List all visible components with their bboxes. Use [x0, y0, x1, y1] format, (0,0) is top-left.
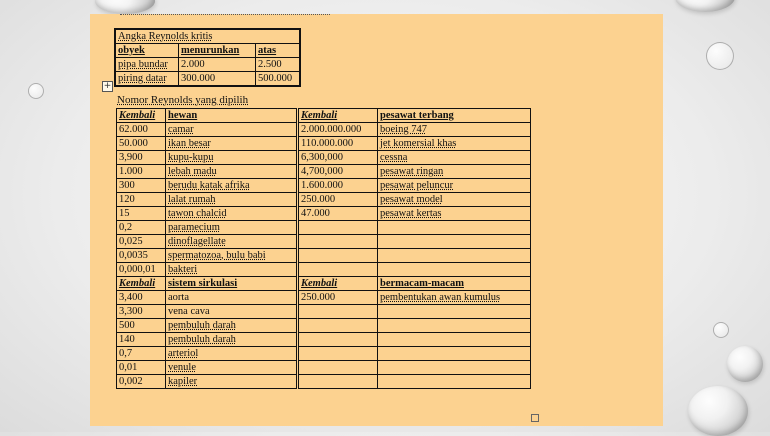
move-handle-icon[interactable]: + — [103, 81, 112, 91]
table-cell: 2.500 — [256, 58, 301, 72]
selected-numbers-title: Nomor Reynolds yang dipilih — [117, 94, 249, 106]
table-cell: 0,0035 — [117, 249, 166, 263]
table-row — [117, 277, 531, 291]
table-cell — [298, 221, 378, 235]
table-cell — [298, 305, 378, 319]
table-cell: 0,01 — [117, 361, 166, 375]
table-cell — [378, 263, 531, 277]
table-cell: 62.000 — [117, 123, 166, 137]
bubble-decoration — [727, 346, 763, 382]
document-page — [90, 14, 663, 426]
table-cell — [298, 333, 378, 347]
table-cell: 0,000,01 — [117, 263, 166, 277]
table-cell: ikan besar — [166, 137, 298, 151]
table-cell: 250.000 — [298, 193, 378, 207]
critical-table-title: Angka Reynolds kritis — [118, 31, 213, 42]
table-cell — [378, 333, 531, 347]
table-row — [115, 58, 300, 72]
table-row — [117, 193, 531, 207]
table-row — [117, 151, 531, 165]
table-cell: 0,7 — [117, 347, 166, 361]
table-cell: venule — [166, 361, 298, 375]
table-cell: 47.000 — [298, 207, 378, 221]
table-row — [117, 207, 531, 221]
table-cell: 4,700,000 — [298, 165, 378, 179]
table-cell: piring datar — [115, 72, 179, 87]
table-cell — [378, 375, 531, 389]
column-header: hewan — [166, 109, 298, 123]
table-cell: 3,900 — [117, 151, 166, 165]
table-cell: vena cava — [166, 305, 298, 319]
column-header: pesawat terbang — [378, 109, 531, 123]
table-row — [117, 235, 531, 249]
table-cell: 110.000.000 — [298, 137, 378, 151]
table-row — [117, 137, 531, 151]
critical-reynolds-table — [114, 28, 301, 87]
table-cell: 2.000.000.000 — [298, 123, 378, 137]
table-cell: 250.000 — [298, 291, 378, 305]
table-cell: 0,2 — [117, 221, 166, 235]
table-cell — [378, 249, 531, 263]
table-cell — [298, 235, 378, 249]
bubble-decoration — [675, 0, 735, 12]
column-header: menurunkan — [179, 44, 256, 58]
table-cell: pesawat model — [378, 193, 531, 207]
table-cell: 3,400 — [117, 291, 166, 305]
table-cell — [298, 347, 378, 361]
cut-off-text-line — [120, 14, 330, 18]
table-cell: 0,025 — [117, 235, 166, 249]
column-header: bermacam-macam — [378, 277, 531, 291]
table-cell — [378, 361, 531, 375]
table-cell — [298, 263, 378, 277]
table-row — [117, 375, 531, 389]
table-cell: kupu-kupu — [166, 151, 298, 165]
resize-handle-icon[interactable] — [531, 414, 539, 422]
table-cell: pembuluh darah — [166, 333, 298, 347]
table-cell — [378, 305, 531, 319]
table-row — [117, 109, 531, 123]
reynolds-numbers-table — [116, 108, 531, 389]
table-cell: 120 — [117, 193, 166, 207]
bubble-decoration — [688, 386, 748, 436]
table-cell — [298, 249, 378, 263]
table-cell: kapiler — [166, 375, 298, 389]
table-cell — [378, 347, 531, 361]
table-row — [117, 249, 531, 263]
table-cell: 300.000 — [179, 72, 256, 87]
table-cell: pembuluh darah — [166, 319, 298, 333]
table-cell: bakteri — [166, 263, 298, 277]
table-cell — [298, 361, 378, 375]
table-row — [117, 263, 531, 277]
table-cell: cessna — [378, 151, 531, 165]
bubble-decoration — [706, 42, 734, 70]
table-cell: 300 — [117, 179, 166, 193]
table-cell: 140 — [117, 333, 166, 347]
column-header: atas — [256, 44, 301, 58]
column-header: obyek — [115, 44, 179, 58]
table-cell: berudu katak afrika — [166, 179, 298, 193]
table-row — [117, 123, 531, 137]
table-cell — [378, 319, 531, 333]
table-cell: pesawat kertas — [378, 207, 531, 221]
table-cell: 500 — [117, 319, 166, 333]
table-cell: 3,300 — [117, 305, 166, 319]
table-cell — [298, 319, 378, 333]
bubble-decoration — [28, 83, 44, 99]
table-cell — [378, 221, 531, 235]
column-header: Kembali — [298, 109, 378, 123]
table-cell: 500.000 — [256, 72, 301, 87]
table-cell: dinoflagellate — [166, 235, 298, 249]
table-cell: lalat rumah — [166, 193, 298, 207]
table-cell: camar — [166, 123, 298, 137]
table-row — [117, 179, 531, 193]
table-cell: pembentukan awan kumulus — [378, 291, 531, 305]
table-cell: paramecium — [166, 221, 298, 235]
table-row — [115, 72, 300, 87]
table-cell: 1.600.000 — [298, 179, 378, 193]
table-row — [117, 165, 531, 179]
column-header: Kembali — [117, 109, 166, 123]
table-cell — [378, 235, 531, 249]
table-cell: pipa bundar — [115, 58, 179, 72]
table-cell: 2.000 — [179, 58, 256, 72]
table-row — [117, 347, 531, 361]
table-cell: arteriol — [166, 347, 298, 361]
table-cell — [298, 375, 378, 389]
table-cell: lebah madu — [166, 165, 298, 179]
table-cell: 1.000 — [117, 165, 166, 179]
table-row — [117, 361, 531, 375]
table-row — [117, 319, 531, 333]
table-row — [117, 221, 531, 235]
table-cell: aorta — [166, 291, 298, 305]
table-cell: 6,300,000 — [298, 151, 378, 165]
table-cell: 0,002 — [117, 375, 166, 389]
column-header: sistem sirkulasi — [166, 277, 298, 291]
bubble-decoration — [95, 0, 155, 14]
table-row — [117, 305, 531, 319]
table-cell: pesawat ringan — [378, 165, 531, 179]
table-row — [117, 291, 531, 305]
table-cell: 50.000 — [117, 137, 166, 151]
column-header: Kembali — [117, 277, 166, 291]
table-row — [117, 333, 531, 347]
column-header: Kembali — [298, 277, 378, 291]
table-cell: spermatozoa, bulu babi — [166, 249, 298, 263]
table-cell: 15 — [117, 207, 166, 221]
table-cell: tawon chalcid — [166, 207, 298, 221]
table-cell: jet komersial khas — [378, 137, 531, 151]
table-cell: boeing 747 — [378, 123, 531, 137]
table-cell: pesawat peluncur — [378, 179, 531, 193]
bubble-decoration — [713, 322, 729, 338]
